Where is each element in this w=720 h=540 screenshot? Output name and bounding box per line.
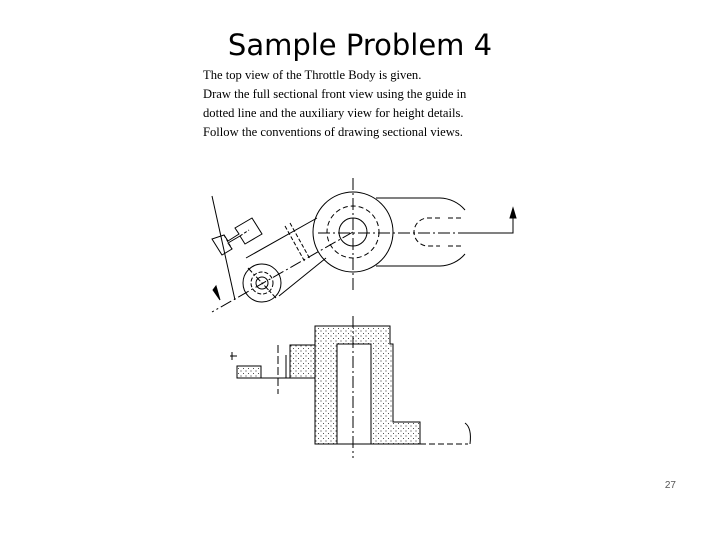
top-view xyxy=(212,178,516,312)
section-hatch-arm xyxy=(290,345,315,378)
inclined-arm-lower xyxy=(279,258,326,296)
inclined-centerline xyxy=(212,232,353,312)
front-section-view xyxy=(230,316,470,458)
instruction-line-3: dotted line and the auxiliary view for height details. xyxy=(203,106,464,120)
instruction-line-4: Follow the conventions of drawing sectional views. xyxy=(203,125,463,139)
slot xyxy=(414,218,440,246)
slide-number: 27 xyxy=(664,480,676,491)
slide-title: Sample Problem 4 xyxy=(227,28,493,62)
cutting-plane-line xyxy=(470,215,513,233)
bore xyxy=(337,344,371,444)
instruction-line-1: The top view of the Throttle Body is given. xyxy=(203,68,422,82)
auxiliary-view-stub xyxy=(212,218,262,255)
slotted-arm xyxy=(376,198,465,210)
section-hatch-left-stub xyxy=(237,366,261,378)
instruction-line-2: Draw the full sectional front view using the guide in xyxy=(203,87,467,101)
